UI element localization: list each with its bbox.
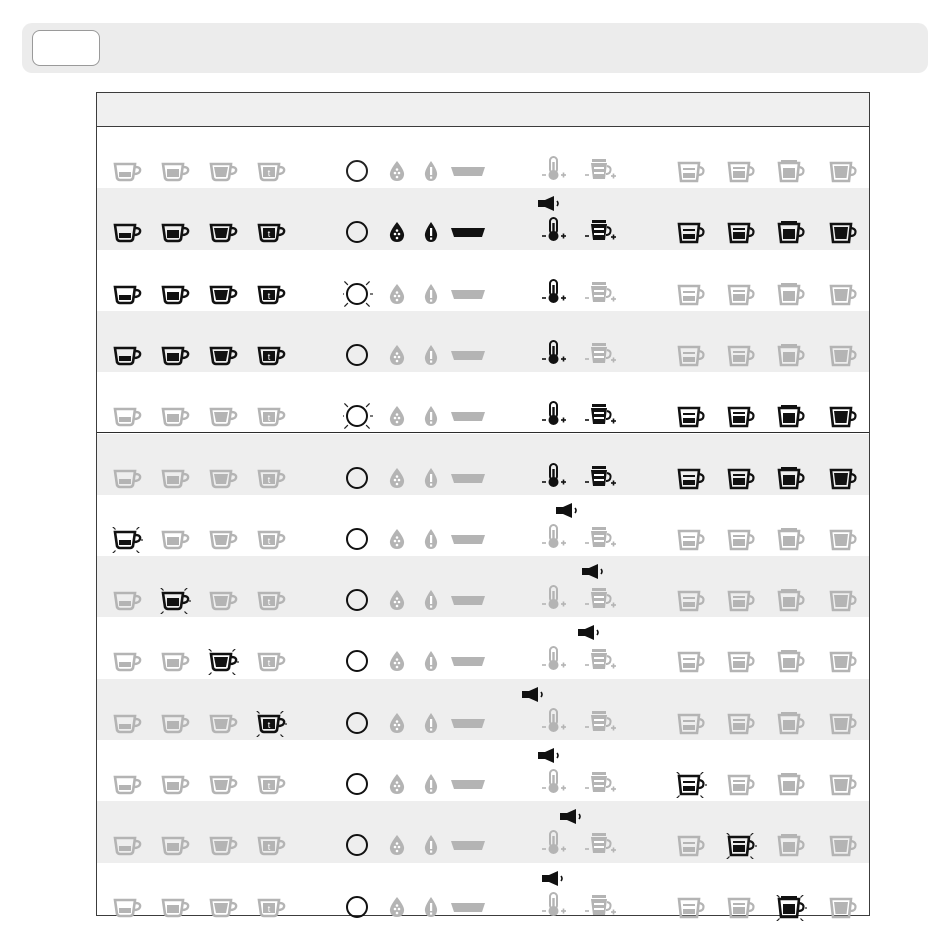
cup-short-icon[interactable] xyxy=(111,833,143,864)
cup-short-icon[interactable] xyxy=(111,220,143,251)
speaker-icon xyxy=(555,502,581,525)
brew-level-4-icon[interactable] xyxy=(827,588,859,619)
cup-tall-icon[interactable] xyxy=(207,343,239,374)
toolbar-button[interactable] xyxy=(32,30,100,66)
state-row xyxy=(97,801,869,862)
power-icon[interactable] xyxy=(343,832,373,863)
brew-level-3-icon[interactable] xyxy=(775,343,807,374)
power-icon[interactable] xyxy=(343,710,373,741)
svg-text:t: t xyxy=(267,719,271,730)
water-warning-icon xyxy=(417,771,447,802)
brew-level-2-icon[interactable] xyxy=(725,404,757,435)
speaker-icon xyxy=(559,808,585,831)
brew-level-1-icon[interactable] xyxy=(675,588,707,619)
brew-level-3-icon[interactable] xyxy=(775,282,807,313)
brew-level-1-icon[interactable] xyxy=(675,343,707,374)
descale-drop-icon xyxy=(383,587,413,618)
thermometer-plus-icon[interactable] xyxy=(539,645,573,678)
cup-medium-icon[interactable] xyxy=(159,833,191,864)
thermometer-plus-icon[interactable] xyxy=(539,155,573,188)
svg-text:t: t xyxy=(267,413,271,424)
brew-level-2-icon[interactable] xyxy=(725,466,757,497)
cup-short-icon[interactable] xyxy=(111,159,143,190)
strength-plus-icon[interactable] xyxy=(583,584,617,617)
thermometer-plus-icon[interactable] xyxy=(539,400,573,433)
strength-plus-icon[interactable] xyxy=(583,829,617,862)
brew-level-4-icon[interactable] xyxy=(827,711,859,742)
speaker-icon xyxy=(537,195,563,218)
power-icon[interactable] xyxy=(343,219,373,250)
cup-medium-icon[interactable] xyxy=(159,466,191,497)
strength-plus-icon[interactable] xyxy=(583,339,617,372)
cup-medium-icon[interactable] xyxy=(159,527,191,558)
brew-level-3-icon[interactable] xyxy=(775,159,807,190)
state-row xyxy=(97,495,869,556)
state-row xyxy=(97,556,869,617)
brew-level-1-icon[interactable] xyxy=(675,282,707,313)
power-icon[interactable] xyxy=(343,771,373,802)
cup-medium-icon[interactable] xyxy=(159,343,191,374)
descale-drop-icon xyxy=(383,403,413,434)
descale-drop-icon xyxy=(383,281,413,312)
water-warning-icon xyxy=(417,648,447,679)
cup-special-icon[interactable] xyxy=(255,220,287,251)
cup-short-icon[interactable] xyxy=(111,282,143,313)
power-icon[interactable] xyxy=(343,403,373,434)
state-row xyxy=(97,127,869,188)
cup-tall-icon[interactable] xyxy=(207,833,239,864)
cup-medium-icon[interactable] xyxy=(159,159,191,190)
cup-short-icon[interactable] xyxy=(111,711,143,742)
drip-tray-icon xyxy=(449,281,489,312)
state-row xyxy=(97,617,869,678)
drip-tray-icon xyxy=(449,832,489,863)
descale-drop-icon xyxy=(383,771,413,802)
cup-tall-icon[interactable] xyxy=(207,282,239,313)
cup-tall-icon[interactable] xyxy=(207,772,239,803)
water-warning-icon xyxy=(417,832,447,863)
cup-short-icon[interactable] xyxy=(111,343,143,374)
power-icon[interactable] xyxy=(343,587,373,618)
strength-plus-icon[interactable] xyxy=(583,462,617,495)
power-icon[interactable] xyxy=(343,465,373,496)
brew-level-3-icon[interactable] xyxy=(775,649,807,680)
state-row xyxy=(97,250,869,311)
cup-tall-icon[interactable] xyxy=(207,220,239,251)
cup-medium-icon[interactable] xyxy=(159,404,191,435)
brew-level-1-icon[interactable] xyxy=(675,466,707,497)
cup-tall-icon[interactable] xyxy=(207,404,239,435)
drip-tray-icon xyxy=(449,648,489,679)
state-row xyxy=(97,372,869,433)
speaker-icon xyxy=(537,747,563,770)
strength-plus-icon[interactable] xyxy=(583,278,617,311)
drip-tray-icon xyxy=(449,587,489,618)
brew-level-1-icon[interactable] xyxy=(675,895,707,926)
brew-level-4-icon[interactable] xyxy=(827,343,859,374)
svg-text:t: t xyxy=(267,229,271,240)
cup-medium-icon[interactable] xyxy=(159,895,191,926)
water-warning-icon xyxy=(417,219,447,250)
state-row xyxy=(97,434,869,495)
thermometer-plus-icon[interactable] xyxy=(539,768,573,801)
water-warning-icon xyxy=(417,281,447,312)
cup-special-icon[interactable] xyxy=(255,649,287,680)
drip-tray-icon xyxy=(449,465,489,496)
state-row xyxy=(97,679,869,740)
thermometer-plus-icon[interactable] xyxy=(539,891,573,924)
brew-level-1-icon[interactable] xyxy=(675,833,707,864)
strength-plus-icon[interactable] xyxy=(583,768,617,801)
power-icon[interactable] xyxy=(343,526,373,557)
water-warning-icon xyxy=(417,465,447,496)
strength-plus-icon[interactable] xyxy=(583,891,617,924)
power-icon[interactable] xyxy=(343,158,373,189)
thermometer-plus-icon[interactable] xyxy=(539,523,573,556)
cup-tall-icon[interactable] xyxy=(207,649,239,680)
svg-text:t: t xyxy=(267,781,271,791)
brew-level-3-icon[interactable] xyxy=(775,772,807,803)
brew-level-2-icon[interactable] xyxy=(725,527,757,558)
state-row xyxy=(97,863,869,924)
speaker-icon xyxy=(581,563,607,586)
cup-special-icon[interactable] xyxy=(255,466,287,497)
drip-tray-icon xyxy=(449,894,489,925)
descale-drop-icon xyxy=(383,894,413,925)
descale-drop-icon xyxy=(383,465,413,496)
strength-plus-icon[interactable] xyxy=(583,155,617,188)
brew-level-4-icon[interactable] xyxy=(827,649,859,680)
brew-level-2-icon[interactable] xyxy=(725,343,757,374)
brew-level-1-icon[interactable] xyxy=(675,649,707,680)
water-warning-icon xyxy=(417,158,447,189)
descale-drop-icon xyxy=(383,342,413,373)
drip-tray-icon xyxy=(449,526,489,557)
brew-level-1-icon[interactable] xyxy=(675,711,707,742)
cup-special-icon[interactable] xyxy=(255,159,287,190)
svg-text:t: t xyxy=(267,474,271,485)
brew-level-4-icon[interactable] xyxy=(827,404,859,435)
brew-level-1-icon[interactable] xyxy=(675,159,707,190)
cup-tall-icon[interactable] xyxy=(207,466,239,497)
cup-short-icon[interactable] xyxy=(111,588,143,619)
cup-short-icon[interactable] xyxy=(111,404,143,435)
water-warning-icon xyxy=(417,403,447,434)
cup-special-icon[interactable] xyxy=(255,895,287,926)
svg-text:t: t xyxy=(267,903,271,914)
speaker-icon xyxy=(577,624,603,647)
cup-medium-icon[interactable] xyxy=(159,220,191,251)
svg-text:t: t xyxy=(267,658,271,669)
brew-level-2-icon[interactable] xyxy=(725,649,757,680)
water-warning-icon xyxy=(417,342,447,373)
power-icon[interactable] xyxy=(343,281,373,312)
svg-text:t: t xyxy=(267,535,271,546)
brew-level-4-icon[interactable] xyxy=(827,282,859,313)
water-warning-icon xyxy=(417,710,447,741)
brew-level-2-icon[interactable] xyxy=(725,711,757,742)
table-header xyxy=(97,93,869,127)
cup-special-icon[interactable] xyxy=(255,404,287,435)
descale-drop-icon xyxy=(383,526,413,557)
brew-level-3-icon[interactable] xyxy=(775,833,807,864)
brew-level-2-icon[interactable] xyxy=(725,895,757,926)
strength-plus-icon[interactable] xyxy=(583,523,617,556)
brew-level-1-icon[interactable] xyxy=(675,527,707,558)
brew-level-3-icon[interactable] xyxy=(775,527,807,558)
water-warning-icon xyxy=(417,526,447,557)
brew-level-1-icon[interactable] xyxy=(675,404,707,435)
state-row xyxy=(97,740,869,801)
brew-level-4-icon[interactable] xyxy=(827,159,859,190)
cup-special-icon[interactable] xyxy=(255,711,287,742)
descale-drop-icon xyxy=(383,648,413,679)
brew-level-2-icon[interactable] xyxy=(725,220,757,251)
brew-level-4-icon[interactable] xyxy=(827,833,859,864)
brew-level-3-icon[interactable] xyxy=(775,466,807,497)
state-table xyxy=(96,92,870,916)
drip-tray-icon xyxy=(449,342,489,373)
cup-tall-icon[interactable] xyxy=(207,588,239,619)
thermometer-plus-icon[interactable] xyxy=(539,278,573,311)
state-row xyxy=(97,188,869,249)
brew-level-4-icon[interactable] xyxy=(827,895,859,926)
state-row xyxy=(97,311,869,372)
thermometer-plus-icon[interactable] xyxy=(539,584,573,617)
strength-plus-icon[interactable] xyxy=(583,400,617,433)
speaker-icon xyxy=(521,686,547,709)
brew-level-2-icon[interactable] xyxy=(725,159,757,190)
power-icon[interactable] xyxy=(343,894,373,925)
water-warning-icon xyxy=(417,894,447,925)
cup-special-icon[interactable] xyxy=(255,343,287,374)
thermometer-plus-icon[interactable] xyxy=(539,462,573,495)
drip-tray-icon xyxy=(449,710,489,741)
cup-special-icon[interactable] xyxy=(255,772,287,803)
cup-short-icon[interactable] xyxy=(111,649,143,680)
brew-level-2-icon[interactable] xyxy=(725,282,757,313)
brew-level-1-icon[interactable] xyxy=(675,220,707,251)
brew-level-4-icon[interactable] xyxy=(827,220,859,251)
svg-text:t: t xyxy=(267,168,271,178)
descale-drop-icon xyxy=(383,710,413,741)
cup-special-icon[interactable] xyxy=(255,833,287,864)
strength-plus-icon[interactable] xyxy=(583,645,617,678)
cup-tall-icon[interactable] xyxy=(207,159,239,190)
descale-drop-icon xyxy=(383,158,413,189)
cup-special-icon[interactable] xyxy=(255,588,287,619)
cup-medium-icon[interactable] xyxy=(159,588,191,619)
strength-plus-icon[interactable] xyxy=(583,707,617,740)
speaker-icon xyxy=(541,870,567,893)
cup-special-icon[interactable] xyxy=(255,527,287,558)
power-icon[interactable] xyxy=(343,342,373,373)
drip-tray-icon xyxy=(449,403,489,434)
cup-medium-icon[interactable] xyxy=(159,772,191,803)
brew-level-3-icon[interactable] xyxy=(775,711,807,742)
thermometer-plus-icon[interactable] xyxy=(539,707,573,740)
cup-tall-icon[interactable] xyxy=(207,895,239,926)
brew-level-3-icon[interactable] xyxy=(775,895,807,926)
brew-level-2-icon[interactable] xyxy=(725,772,757,803)
svg-text:t: t xyxy=(267,842,271,853)
descale-drop-icon xyxy=(383,832,413,863)
brew-level-3-icon[interactable] xyxy=(775,220,807,251)
cup-special-icon[interactable] xyxy=(255,282,287,313)
svg-text:t: t xyxy=(267,351,271,362)
brew-level-3-icon[interactable] xyxy=(775,588,807,619)
thermometer-plus-icon[interactable] xyxy=(539,829,573,862)
cup-medium-icon[interactable] xyxy=(159,282,191,313)
cup-short-icon[interactable] xyxy=(111,895,143,926)
water-warning-icon xyxy=(417,587,447,618)
thermometer-plus-icon[interactable] xyxy=(539,339,573,372)
descale-drop-icon xyxy=(383,219,413,250)
power-icon[interactable] xyxy=(343,648,373,679)
cup-short-icon[interactable] xyxy=(111,772,143,803)
brew-level-4-icon[interactable] xyxy=(827,466,859,497)
cup-medium-icon[interactable] xyxy=(159,649,191,680)
drip-tray-icon xyxy=(449,771,489,802)
cup-medium-icon[interactable] xyxy=(159,711,191,742)
brew-level-1-icon[interactable] xyxy=(675,772,707,803)
brew-level-2-icon[interactable] xyxy=(725,588,757,619)
thermometer-plus-icon[interactable] xyxy=(539,216,573,249)
drip-tray-icon xyxy=(449,219,489,250)
brew-level-4-icon[interactable] xyxy=(827,527,859,558)
top-toolbar xyxy=(22,23,928,73)
cup-tall-icon[interactable] xyxy=(207,711,239,742)
brew-level-4-icon[interactable] xyxy=(827,772,859,803)
cup-short-icon[interactable] xyxy=(111,466,143,497)
svg-text:t: t xyxy=(267,290,271,301)
brew-level-2-icon[interactable] xyxy=(725,833,757,864)
cup-tall-icon[interactable] xyxy=(207,527,239,558)
brew-level-3-icon[interactable] xyxy=(775,404,807,435)
drip-tray-icon xyxy=(449,158,489,189)
cup-short-icon[interactable] xyxy=(111,527,143,558)
strength-plus-icon[interactable] xyxy=(583,216,617,249)
svg-text:t: t xyxy=(267,597,271,608)
